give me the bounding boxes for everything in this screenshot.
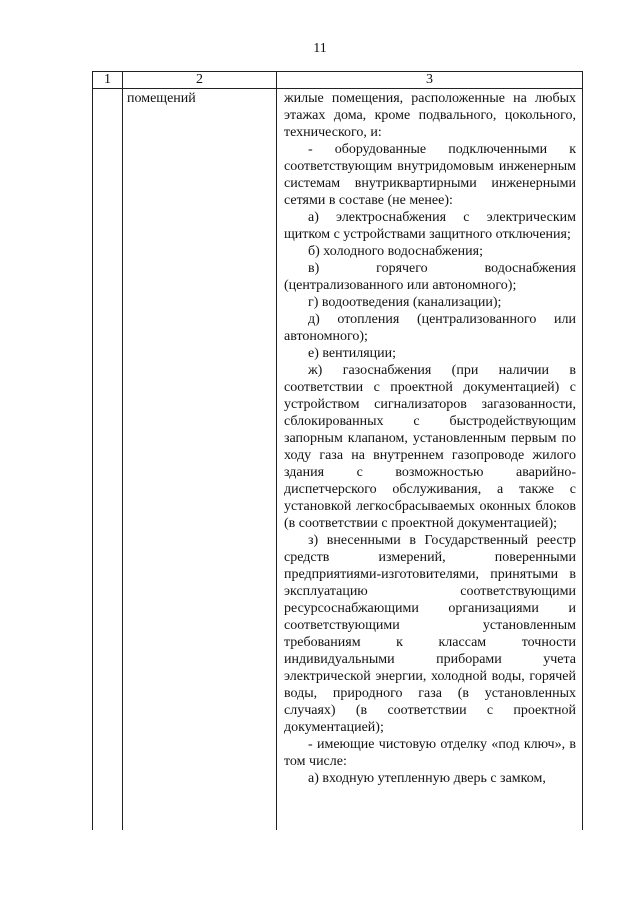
- requirements-table: [92, 71, 583, 830]
- paragraph: жилые помещения, расположенные на любых этажах дома, кроме подвального, цокольного, технического, и:: [284, 91, 576, 140]
- paragraph: г) водоотведения (канализации);: [308, 295, 502, 310]
- cell-col1: [93, 89, 123, 831]
- column-header-1: 1: [93, 72, 123, 89]
- paragraph: - имеющие чистовую отделку «под ключ», в том числе:: [284, 737, 576, 769]
- column-header-3: 3: [277, 72, 583, 89]
- paragraph: д) отопления (централизованного или автономного);: [284, 312, 576, 344]
- paragraph: а) входную утепленную дверь с замком,: [308, 771, 546, 786]
- paragraph: б) холодного водоснабжения;: [308, 244, 483, 259]
- paragraph: ж) газоснабжения (при наличии в соответствии с проектной документацией) с устройством сигнализаторов загазованности, сблокированных с быстродействующим запорным клапаном, установленным первым по ходу газа на внутреннем газопроводе жилого здания с возможностью аварийно-диспетчерского обслуживания, а также с установкой легкосбрасываемых оконных блоков (в соответствии с проектной документацией);: [284, 363, 576, 531]
- paragraph: - оборудованные подключенными к соответствующим внутридомовым инженерным системам внутриквартирными инженерными сетями в составе (не менее):: [284, 142, 576, 208]
- paragraph: в) горячего водоснабжения (централизованного или автономного);: [284, 261, 576, 293]
- premises-label: помещений: [127, 91, 196, 106]
- table-header-row: [93, 72, 583, 89]
- column-header-2: 2: [123, 72, 277, 89]
- paragraph: е) вентиляции;: [308, 346, 397, 361]
- table-row: [93, 89, 583, 831]
- paragraph: а) электроснабжения с электрическим щитком с устройствами защитного отключения;: [284, 210, 576, 242]
- page-number: 11: [313, 41, 327, 56]
- paragraph: з) внесенными в Государственный реестр средств измерений, поверенными предприятиями-изготовителями, принятыми в эксплуатацию соответствующими ресурсоснабжающими организациями и соответствующими установленным требованиям к классам точности индивидуальными приборами учета электрической энергии, холодной воды, горячей воды, природного газа (в установленных случаях) (в соответствии с проектной документацией);: [284, 533, 576, 735]
- cell-col3: [277, 89, 583, 831]
- cell-col2: [123, 89, 277, 831]
